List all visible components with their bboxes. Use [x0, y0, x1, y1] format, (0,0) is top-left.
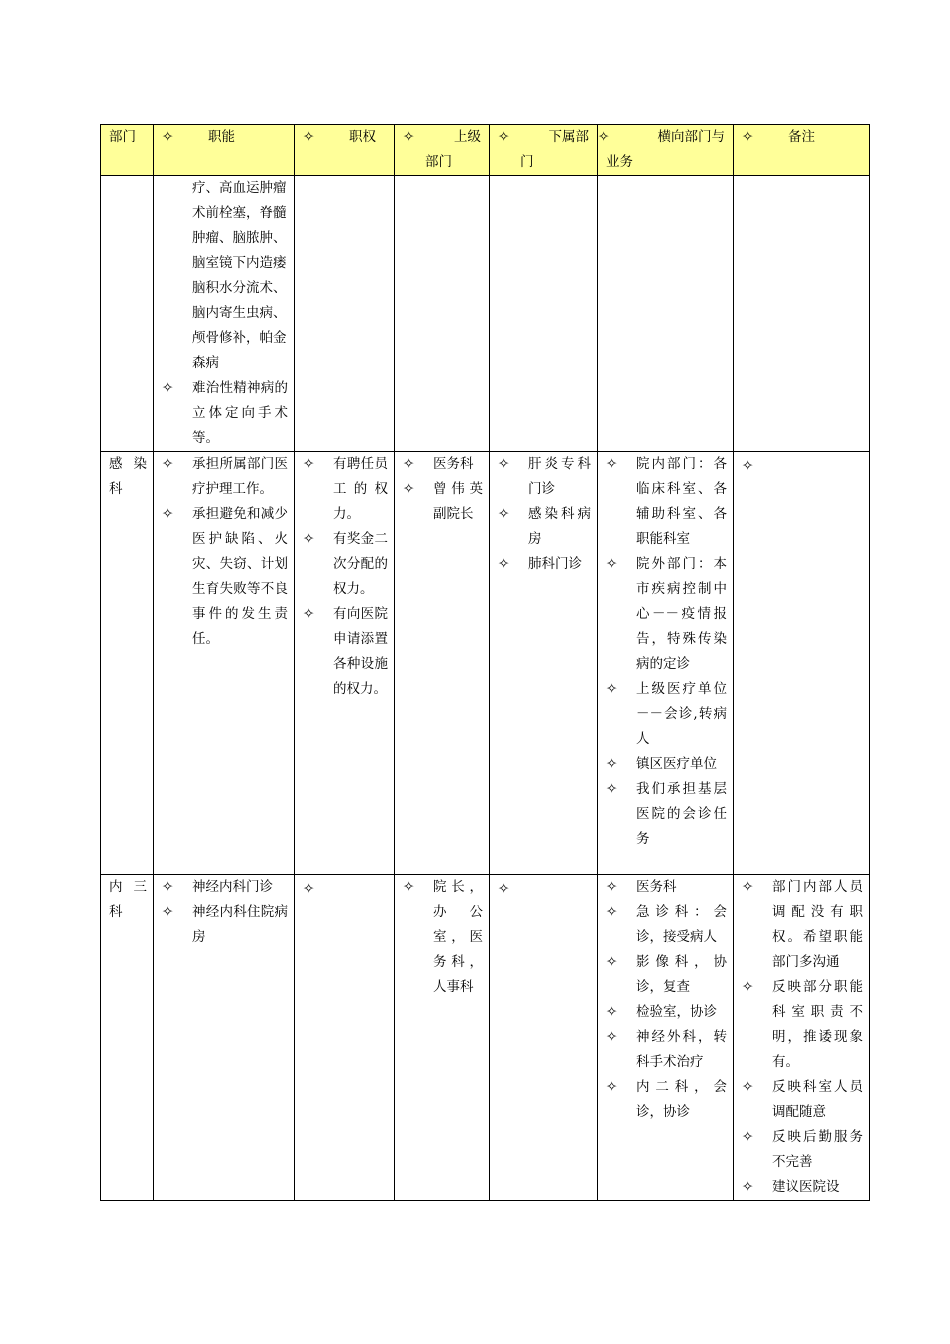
- row2-subordinate: ✧ 肝炎专科门诊 ✧ 感染科病房 ✧ 肺科门诊: [490, 452, 598, 875]
- bullet-icon: ✧: [162, 456, 174, 472]
- bullet-icon: ✧: [303, 531, 315, 547]
- row3-authority: [295, 875, 395, 1201]
- bullet-icon: ✧: [606, 456, 618, 472]
- bullet-icon: ✧: [162, 380, 174, 396]
- bullet-icon: ✧: [606, 1079, 618, 1095]
- header-lateral: ✧ 横向部门与 业务: [598, 125, 734, 176]
- header-superior-full: [0, 0, 1, 1]
- bullet-icon: ✧: [742, 1129, 754, 1145]
- bullet-icon: ✧: [303, 881, 315, 897]
- table-row: [101, 875, 870, 1201]
- bullet-icon: ✧: [498, 456, 510, 472]
- bullet-icon: ✧: [606, 556, 618, 572]
- bullet-icon: ✧: [606, 681, 618, 697]
- row3-superior: ✧ 院长，办公室，医务科，人事科: [395, 875, 490, 1201]
- bullet-icon: ✧: [303, 456, 315, 472]
- header-authority: ✧ 职权: [295, 125, 395, 176]
- bullet-icon: ✧: [403, 481, 415, 497]
- bullet-icon: ✧: [606, 1029, 618, 1045]
- bullet-icon: ✧: [403, 129, 415, 145]
- bullet-icon: ✧: [498, 506, 510, 522]
- row3-remarks: ✧ 部门内部人员调配没有职权。希望职能部门多沟通 ✧ 反映部分职能科室职责不明，推诿现象有。 ✧ 反映科室人员调配随意 ✧ 反映后勤服务不完善 ✧ 建议医院设: [734, 875, 870, 1201]
- header-superior: ✧ 上级 部门: [395, 125, 490, 176]
- header-remarks: ✧ 备注: [734, 125, 870, 176]
- bullet-icon: ✧: [742, 129, 754, 145]
- header-subordinate: ✧ 下属部 门: [490, 125, 598, 176]
- bullet-icon: ✧: [606, 904, 618, 920]
- bullet-icon: ✧: [162, 904, 174, 920]
- bullet-icon: ✧: [498, 129, 510, 145]
- bullet-icon: ✧: [742, 1179, 754, 1195]
- row3-lateral: ✧ 医务科 ✧ 急诊科：会诊，接受病人 ✧ 影像科，协诊，复查 ✧ 检验室，协诊 ✧ 神经外科，转科手术治疗 ✧ 内二科，会诊，协诊: [598, 875, 734, 1201]
- table-row: [101, 452, 870, 875]
- bullet-icon: ✧: [742, 979, 754, 995]
- bullet-icon: ✧: [742, 458, 754, 474]
- bullet-icon: ✧: [742, 1079, 754, 1095]
- table-row: [101, 176, 870, 452]
- bullet-icon: ✧: [606, 781, 618, 797]
- row1-duties: 疗、高血运肿瘤 术前栓塞，脊髓 肿瘤、脑脓肿、 脑室镜下内造瘘 脑积水分流术、 脑内寄生虫病、 颅骨修补，帕金 森病 ✧ 难治性精神病的立体定向手术等。: [154, 176, 295, 452]
- bullet-icon: ✧: [303, 129, 315, 145]
- row2-superior: ✧ 医务科 ✧ 曾伟英副院长: [395, 452, 490, 875]
- department-duties-table: [100, 124, 870, 1201]
- bullet-icon: ✧: [303, 606, 315, 622]
- bullet-icon: ✧: [606, 954, 618, 970]
- bullet-icon: ✧: [498, 556, 510, 572]
- bullet-icon: ✧: [162, 879, 174, 895]
- bullet-icon: ✧: [498, 881, 510, 897]
- row2-remarks: [734, 452, 870, 875]
- bullet-icon: ✧: [606, 1004, 618, 1020]
- bullet-icon: ✧: [742, 879, 754, 895]
- row3-subordinate: [490, 875, 598, 1201]
- bullet-icon: ✧: [162, 506, 174, 522]
- row2-authority: ✧ 有聘任员工的权力。 ✧ 有奖金二次分配的权力。 ✧ 有向医院申请添置各种设施的权力。: [295, 452, 395, 875]
- bullet-icon: ✧: [162, 129, 174, 145]
- row2-dept: 感染科: [101, 452, 154, 875]
- bullet-icon: ✧: [606, 879, 618, 895]
- table-header-row: [101, 125, 870, 176]
- row3-duties: ✧ 神经内科门诊 ✧ 神经内科住院病房: [154, 875, 295, 1201]
- row2-lateral: ✧ 院内部门：各临床科室、各辅助科室、各职能科室 ✧ 院外部门：本市疾病控制中心－－疫情报告，特殊传染病的定诊 ✧ 上级医疗单位－－会诊,转病人 ✧ 镇区医疗单位 ✧ 我们承担基层医院的会诊任务: [598, 452, 734, 875]
- bullet-icon: ✧: [598, 129, 610, 145]
- header-duties: ✧ 职能: [154, 125, 295, 176]
- bullet-icon: ✧: [606, 756, 618, 772]
- row2-duties: ✧ 承担所属部门医疗护理工作。 ✧ 承担避免和减少医护缺陷、火灾、失窃、计划生育失败等不良事件的发生责任。: [154, 452, 295, 875]
- row3-dept: 内三科: [101, 875, 154, 1201]
- bullet-icon: ✧: [403, 879, 415, 895]
- bullet-icon: ✧: [403, 456, 415, 472]
- header-dept: 部门: [101, 125, 154, 176]
